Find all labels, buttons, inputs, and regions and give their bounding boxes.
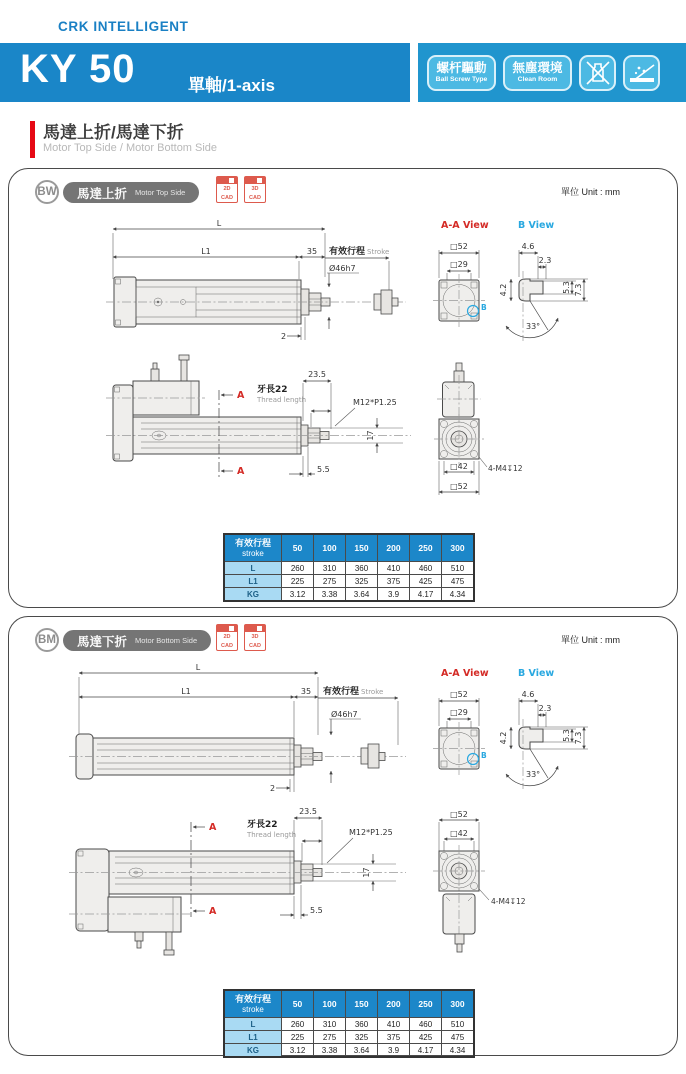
actuator-body (106, 277, 406, 327)
floppy-shutter (217, 625, 237, 632)
dim-2: 2 (281, 332, 287, 341)
dim-5-3: 5.3 (562, 281, 571, 294)
badge-clean-room-en: Clean Room (517, 75, 558, 83)
cad-3d-download-icon[interactable]: 3D CAD (244, 176, 266, 203)
end-view-body (434, 363, 484, 466)
section-a-bottom: A (237, 466, 245, 477)
dim-17: 17 (362, 867, 371, 878)
thread-len-en: Thread length (257, 396, 307, 404)
section-a-bottom: A (209, 906, 217, 917)
dim-35: 35 (306, 247, 318, 256)
dim-7-3: 7.3 (574, 731, 583, 745)
b-callout: B (481, 751, 487, 760)
dim-sq29: □29 (450, 708, 468, 717)
panel-motor-bottom-side (8, 616, 678, 1056)
drawing-side-view (101, 217, 431, 347)
dim-33deg: 33° (526, 770, 541, 779)
dim-sq52: □52 (450, 810, 468, 819)
col-stroke-300: 300 (442, 534, 475, 562)
end-view-body (433, 845, 485, 952)
dim-sq52: □52 (450, 482, 468, 491)
col-stroke-200: 200 (378, 990, 410, 1018)
table-row: L1 225 275 325 375 425 475 (224, 1031, 474, 1044)
dim-rod-dia: Ø46h7 (329, 264, 356, 273)
col-stroke-150: 150 (346, 534, 378, 562)
dim-23-5: 23.5 (308, 370, 326, 379)
panel-motor-top-side (8, 168, 678, 608)
badge-ball-screw-zh: 螺杆驅動 (436, 60, 487, 75)
dim-4-2: 4.2 (499, 731, 508, 745)
table-row: L 260 310 360 410 460 510 (224, 1018, 474, 1031)
panel-title-pill (63, 630, 211, 651)
dim-5-3: 5.3 (562, 729, 571, 742)
dim-tap: 4-M4↧12 (491, 897, 526, 906)
drawing-end-view (429, 359, 579, 519)
panel-title-zh: 馬達上折 (77, 186, 128, 201)
thread-dims (294, 818, 322, 865)
dim-7-3: 7.3 (574, 283, 583, 297)
panel-title-pill (63, 182, 199, 203)
col-stroke-100: 100 (314, 534, 346, 562)
no-oil-icon (579, 55, 616, 91)
actuator-with-motor (69, 849, 406, 955)
panel-code-badge: BW (35, 180, 59, 204)
badge-clean-room (503, 55, 572, 91)
cad-3d-download-icon[interactable]: 3D CAD (244, 624, 266, 651)
rod-dia-leader (329, 719, 361, 783)
dim-35: 35 (300, 687, 312, 696)
actuator-with-motor (106, 355, 411, 461)
col-stroke-200: 200 (378, 534, 410, 562)
b-view-label: B View (518, 220, 555, 231)
stroke-spec-table (223, 533, 475, 602)
unit-label: 單位 Unit : mm (561, 187, 621, 197)
panel-title-en: Motor Top Side (135, 188, 186, 197)
panel-code-badge: BM (35, 628, 59, 652)
col-stroke-250: 250 (410, 990, 442, 1018)
aa-view-label: A-A View (441, 668, 489, 679)
section-title: 馬達上折/馬達下折 (43, 123, 184, 142)
dim-L1: L1 (181, 687, 191, 696)
dim-L1: L1 (201, 247, 211, 256)
floppy-shutter (217, 177, 237, 184)
thread-len-en: Thread length (247, 831, 297, 839)
m12-dims (320, 408, 403, 453)
dim-4-6: 4.6 (521, 690, 535, 699)
panel-title-zh: 馬達下折 (77, 634, 128, 649)
section-a-top: A (237, 390, 245, 401)
drawing-side-view (61, 659, 421, 799)
dim-2-3: 2.3 (538, 256, 552, 265)
table-row: L 260 310 360 410 460 510 (224, 562, 474, 575)
b-view-label: B View (518, 668, 555, 679)
drawing-section-views (426, 214, 676, 359)
actuator-body (69, 734, 406, 779)
dim-tap: 4-M4↧12 (488, 464, 523, 473)
col-stroke-150: 150 (346, 990, 378, 1018)
drawing-motor-top-view (101, 355, 436, 500)
dim-m12: M12*P1.25 (353, 398, 397, 407)
col-stroke-100: 100 (314, 990, 346, 1018)
badge-ball-screw-en: Ball Screw Type (435, 75, 488, 83)
dim-sq29: □29 (450, 260, 468, 269)
floppy-shutter (245, 625, 265, 632)
dim-5-5: 5.5 (310, 906, 323, 915)
low-dust-icon (623, 55, 660, 91)
dim-5-5: 5.5 (317, 465, 330, 474)
col-stroke-300: 300 (442, 990, 475, 1018)
col-stroke-50: 50 (282, 534, 314, 562)
drawing-motor-bottom-view (61, 807, 421, 972)
dim-sq42: □42 (450, 462, 468, 471)
table-row: L1 225 275 325 375 425 475 (224, 575, 474, 588)
dim-4-6: 4.6 (521, 242, 535, 251)
table-header-stroke: 有效行程 stroke (224, 534, 282, 562)
brand-logo: CRK INTELLIGENT (58, 19, 189, 34)
col-stroke-50: 50 (282, 990, 314, 1018)
dim-33deg: 33° (526, 322, 541, 331)
cad-2d-download-icon[interactable]: 2D CAD (216, 176, 238, 203)
model-banner (0, 43, 410, 102)
table-header-stroke: 有效行程 stroke (224, 990, 282, 1018)
dim-stroke-zh: 有效行程 (329, 247, 366, 257)
dim-sq52: □52 (450, 242, 468, 251)
aa-view-label: A-A View (441, 220, 489, 231)
b-callout: B (481, 303, 487, 312)
dim-m12: M12*P1.25 (349, 828, 393, 837)
badge-clean-room-zh: 無塵環境 (512, 60, 563, 75)
thread-dims (303, 381, 331, 429)
dim-stroke-en: Stroke (367, 248, 390, 256)
table-row: KG 3.12 3.38 3.64 3.9 4.17 4.34 (224, 588, 474, 602)
dim-23-5: 23.5 (299, 807, 317, 816)
dim-L: L (195, 663, 201, 672)
col-stroke-250: 250 (410, 534, 442, 562)
m12-dims (313, 838, 396, 891)
feature-badge-strip (418, 43, 686, 102)
model-name: KY 50 (20, 47, 136, 91)
thread-len-zh: 牙長22 (257, 385, 288, 395)
drawing-end-view (429, 801, 579, 986)
dim-sq52: □52 (450, 690, 468, 699)
cad-2d-download-icon[interactable]: 2D CAD (216, 624, 238, 651)
dim-4-2: 4.2 (499, 283, 508, 297)
stroke-spec-table (223, 989, 475, 1058)
dim-L: L (216, 219, 222, 228)
table-row: KG 3.12 3.38 3.64 3.9 4.17 4.34 (224, 1044, 474, 1058)
axis-type-label: 單軸/1-axis (188, 76, 275, 95)
badge-ball-screw (427, 55, 496, 91)
dim-rod-dia: Ø46h7 (331, 710, 358, 719)
floppy-shutter (245, 177, 265, 184)
section-accent-bar (30, 121, 35, 158)
drawing-section-views (426, 662, 676, 807)
section-subtitle: Motor Top Side / Motor Bottom Side (43, 142, 218, 154)
thread-len-zh: 牙長22 (247, 820, 278, 830)
unit-label: 單位 Unit : mm (561, 635, 621, 645)
dim-sq42: □42 (450, 829, 468, 838)
dimension-lines (79, 673, 398, 745)
detached-nut-piece (361, 744, 385, 768)
panel-title-en: Motor Bottom Side (135, 636, 198, 645)
dim-17: 17 (366, 430, 375, 441)
detached-nut-piece (374, 290, 398, 314)
dim-stroke-zh: 有效行程 (323, 687, 360, 697)
dim-stroke-en: Stroke (361, 688, 384, 696)
dim-2-3: 2.3 (538, 704, 552, 713)
rod-dia-leader (327, 273, 359, 329)
section-a-top: A (209, 822, 217, 833)
dim-2: 2 (270, 784, 276, 793)
